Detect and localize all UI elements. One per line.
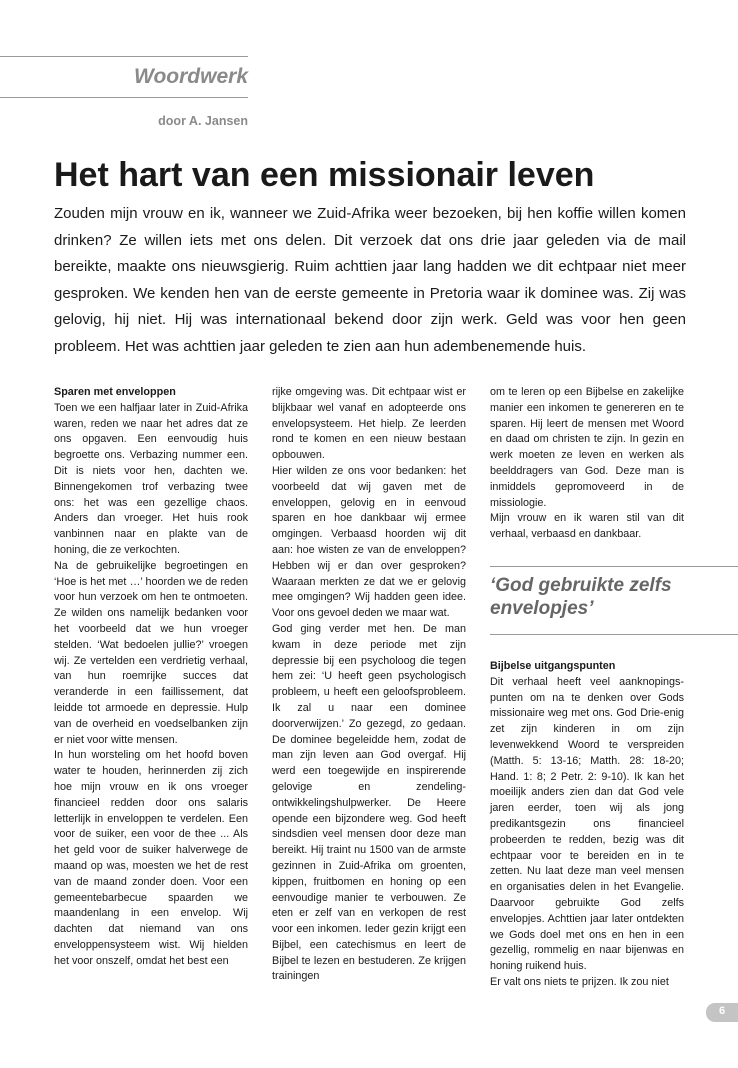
paragraph: God ging verder met hen. De man kwam in deze periode met zijn depressie bij een psycholoog die tegen hem zei: ‘U heeft geen psychologisch probleem, u heeft een geloofsprobleem. Ik zal u naar een dominee doorverwijzen.’ Zo gezegd, zo gedaan. De dominee begeleidde hem, zodat de man zijn leven aan God overgaf. Hij werd een toegewijde en inspirerende gelovige en zendeling-ontwikkelingshulpwerker. De Heere opende een bijzondere weg. God heeft sindsdien veel mensen door deze man bereikt. Hij traint nu 1500 van de armste gezinnen in Zuid-Afrika om groenten, kippen, fruitbomen en honing op een eenvoudige manier te verbouwen. Ze eten er zelf van en verkopen de rest voor een inkomen. Ieder gezin krijgt een Bijbel, een catechismus en leert de Bijbel te lezen en bestuderen. Ze krijgen trainingen [272, 622, 466, 983]
column-2 [272, 385, 466, 985]
paragraph: rijke omgeving was. Dit echtpaar wist er blijkbaar wel vanaf en adopteerde ons envelopsysteem. Het hielp. Ze leerden rond te komen en een nieuw bestaan opbouwen. [272, 386, 466, 462]
page-number: 6 [718, 1005, 726, 1017]
section-label: Woordwerk [134, 65, 248, 88]
article-lead: Zouden mijn vrouw en ik, wanneer we Zuid-Afrika weer bezoeken, bij hen koffie willen komen drinken? Ze willen iets met ons delen. Dit verzoek dat ons drie jaar geleden via de mail bereikte, maakte ons nieuwsgierig. Ruim achttien jaar lang hadden we dit echtpaar niet meer gesproken. We kenden hen van de eerste gemeente in Pretoria waar ik dominee was. Zij was gelovig, hij niet. Hij was internationaal bekend door zijn werk. Geld was voor hen geen probleem. Het was achttien jaar geleden te zien aan hun adembenemende huis. [54, 205, 686, 355]
pullquote-top-rule [490, 566, 738, 567]
paragraph: Toen we een halfjaar later in Zuid-Afrika waren, reden we naar het adres dat ze ons opgaven. Een eenvoudig huis begroette ons. Verbazing nummer een. Dit is niets voor hen, dachten we. Binnengekomen trof verbazing twee ons: het was een gezellige chaos. Anders dan vroeger. Het huis rook vanbinnen naar en plakte van de honing, die ze verkochten. [54, 401, 248, 556]
paragraph: Er valt ons niets te prijzen. Ik zou niet [490, 975, 669, 988]
column-3-top [490, 385, 684, 543]
article-title: Het hart van een missionair leven [54, 156, 595, 194]
pullquote-bottom-rule [490, 634, 738, 635]
paragraph: Dit verhaal heeft veel aanknopings-punten om na te denken over Gods missionaire weg met ons. God Drie-enig zet zijn kinderen in om zijn levenwekkend Woord te verspreiden (Matth. 5: 13-16; Matth. 28: 18-20; Hand. 1: 8; 2 Petr. 2: 9-10). Ik kan het moeilijk anders zien dan dat God vele jaren eerder, toen wij als jong predikantsgezin ons financieel probeerden te redden, bezig was dit echtpaar voor te bereiden en in te zetten. Nu laat deze man veel mensen en organisaties delen in het Evangelie. Daarvoor gebruikte God zelfs envelopjes. Achttien jaar later ontdekten we Gods doel met ons en hen in een gezellig, rommelig en naar bijenwas en honing ruikend huis. [490, 675, 684, 973]
header-bottom-rule [0, 97, 248, 98]
subheading-bijbelse: Bijbelse uitgangspunten [490, 660, 616, 672]
paragraph: om te leren op een Bijbelse en zakelijke manier een inkomen te genereren en te sparen. Hij leert de mensen met Woord en daad om christen te zijn. In gezin en werk moeten ze leven en werken als beelddragers van God. Deze man is inmiddels gepromoveerd in de missiologie. [490, 386, 684, 509]
page-number-tab [706, 1003, 738, 1022]
column-3-bottom [490, 659, 684, 991]
pullquote: ‘God gebruikte zelfs envelopjes’ [490, 575, 672, 619]
paragraph: Mijn vrouw en ik waren stil van dit verhaal, verbaasd en dankbaar. [490, 512, 684, 541]
paragraph: In hun worsteling om het hoofd boven water te houden, herinnerden zij zich hoe mijn vrouw en ik ons vroeger financieel redden door ons salaris letterlijk in enveloppen te verdelen. Een voor de suiker, een voor de thee ... Als het geld voor de suiker halverwege de maand op was, moesten we het de rest van de maand zonder doen. Voor een gemeentebarbecue spaarden we maandenlang in een envelop. Wij dachten dat niemand van ons enveloppensysteem wist. Wij hielden het voor onszelf, omdat het best een [54, 749, 248, 967]
header-top-rule [0, 56, 248, 57]
author-byline: door A. Jansen [158, 114, 248, 128]
paragraph: Na de gebruikelijke begroetingen en ‘Hoe is het met …’ hoorden we de reden voor hun verzoek om hen te ontmoeten. Ze wilden ons namelijk bedanken voor het voorbeeld dat we hun vroeger stelden. ‘Wat bedoelen jullie?’ vroegen wij. Ze vertelden een verdrietig verhaal, van hun roemrijke succes dat veranderde in een faillissement, dat leidde tot armoede en depressie. Hulp van de overheid en voedselbanken zijn er niet voor witte mensen. [54, 559, 248, 746]
subheading-sparen: Sparen met enveloppen [54, 386, 176, 398]
column-1 [54, 385, 248, 969]
paragraph: Hier wilden ze ons voor bedanken: het voorbeeld dat wij gaven met de enveloppen, gelovig en in eenvoud sparen en hoe dankbaar wij ermee omgingen. Verbaasd hoorden wij dit aan: hoe wisten ze van de enveloppen? Hebben wij er dan over gesproken? Waaraan merkten ze dat we er gelovig mee omgingen? Wij hadden geen idee. Voor ons gevoel deden we maar wat. [272, 464, 466, 620]
